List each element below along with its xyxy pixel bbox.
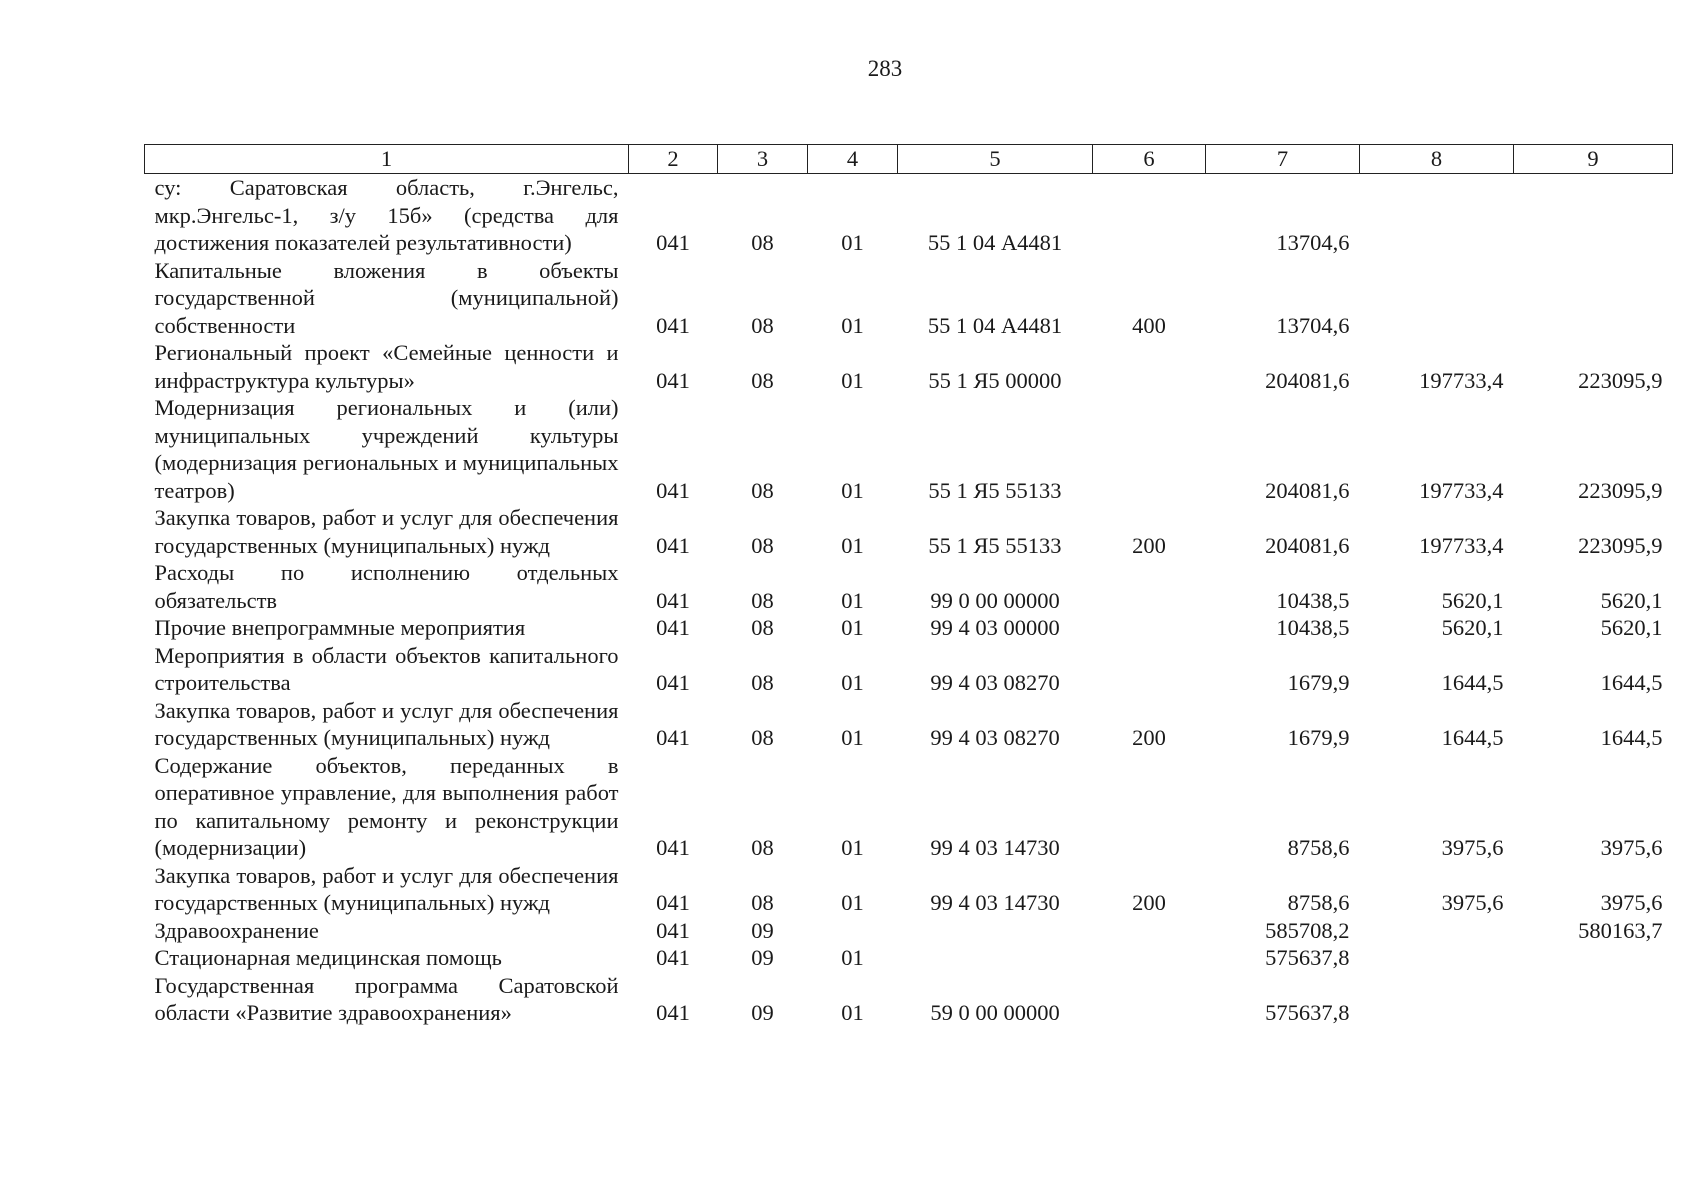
target-article-code: 99 4 03 00000 [930, 615, 1060, 640]
table-row [145, 174, 1673, 257]
section-code: 08 [751, 835, 774, 860]
subsection-code: 01 [841, 532, 864, 558]
target-article-code: 55 1 Я5 55133 [928, 532, 1062, 558]
subsection-code [808, 917, 898, 945]
expense-type-code [1093, 642, 1206, 697]
amount-col8: 5620,1 [1441, 587, 1504, 613]
expense-type-code: 200 [1132, 890, 1166, 915]
target-article-code: 59 0 00 00000 [930, 1000, 1060, 1025]
expense-type-code [1093, 752, 1206, 862]
header-row [145, 145, 1673, 174]
amount-col7: 204081,6 [1265, 367, 1350, 393]
table-row [145, 972, 1673, 1027]
row-name: Модернизация региональных и (или) муниципальных учреждений культуры (модернизация региональных и муниципальных театров) [154, 395, 619, 503]
subsection-code: 01 [841, 670, 864, 695]
section-code: 08 [751, 367, 774, 393]
target-article-code: 99 4 03 08270 [930, 725, 1060, 750]
target-article-code: 99 4 03 14730 [930, 835, 1060, 860]
table-row [145, 257, 1673, 340]
ministry-code: 041 [656, 615, 690, 640]
amount-col9: 223095,9 [1578, 532, 1663, 558]
subsection-code: 01 [841, 477, 864, 503]
expense-type-code [1093, 174, 1206, 257]
amount-col7: 8758,6 [1287, 890, 1350, 915]
row-name: Государственная программа Саратовской области «Развитие здравоохранения» [154, 972, 619, 1025]
amount-col7: 575637,8 [1265, 945, 1350, 970]
ministry-code: 041 [656, 587, 690, 613]
expense-type-code [1093, 972, 1206, 1027]
budget-table [144, 144, 1673, 1027]
amount-col8: 1644,5 [1441, 670, 1504, 695]
header-cell: 1 [145, 145, 629, 174]
amount-col9: 3975,6 [1600, 835, 1663, 860]
expense-type-code [1093, 944, 1206, 972]
expense-type-code [1093, 559, 1206, 614]
amount-col7: 10438,5 [1276, 587, 1350, 613]
table-row [145, 642, 1673, 697]
page-number: 283 [867, 56, 903, 81]
target-article-code [898, 917, 1093, 945]
section-code: 08 [751, 587, 774, 613]
table-row [145, 697, 1673, 752]
target-article-code: 55 1 04 А4481 [927, 230, 1063, 255]
amount-col8 [1360, 944, 1514, 972]
amount-col7: 8758,6 [1287, 835, 1350, 860]
section-code: 09 [751, 1000, 774, 1025]
amount-col8: 1644,5 [1441, 725, 1504, 750]
amount-col9 [1514, 174, 1673, 257]
amount-col9 [1514, 944, 1673, 972]
row-name: Закупка товаров, работ и услуг для обеспечения государственных (муниципальных) нужд [154, 697, 619, 750]
section-code: 08 [751, 312, 774, 338]
amount-col9: 1644,5 [1600, 670, 1663, 695]
table-row [145, 614, 1673, 642]
header-cell: 2 [629, 145, 718, 174]
target-article-code: 55 1 Я5 00000 [928, 367, 1062, 393]
amount-col8: 3975,6 [1441, 835, 1504, 860]
row-name: Закупка товаров, работ и услуг для обеспечения государственных (муниципальных) нужд [154, 505, 619, 558]
ministry-code: 041 [656, 670, 690, 695]
section-code: 08 [751, 477, 774, 503]
subsection-code: 01 [841, 945, 864, 970]
header-cell: 8 [1360, 145, 1514, 174]
ministry-code: 041 [656, 835, 690, 860]
amount-col8: 3975,6 [1441, 890, 1504, 915]
amount-col8: 197733,4 [1419, 477, 1504, 503]
section-code: 09 [751, 917, 774, 943]
expense-type-code [1093, 394, 1206, 504]
expense-type-code [1093, 614, 1206, 642]
row-name: су: Саратовская область, г.Энгельс, мкр.Энгельс-1, з/у 15б» (средства для достижения показателей результативности) [154, 175, 619, 255]
amount-col9: 5620,1 [1600, 615, 1663, 640]
expense-type-code: 400 [1132, 312, 1166, 338]
subsection-code: 01 [841, 890, 864, 915]
amount-col9 [1514, 257, 1673, 340]
table-row [145, 752, 1673, 862]
table-row [145, 944, 1673, 972]
ministry-code: 041 [656, 367, 690, 393]
amount-col7: 585708,2 [1265, 917, 1350, 943]
amount-col7: 204081,6 [1265, 532, 1350, 558]
amount-col9 [1514, 972, 1673, 1027]
target-article-code: 99 4 03 08270 [930, 670, 1060, 695]
row-name: Содержание объектов, переданных в оперативное управление, для выполнения работ по капитальному ремонту и реконструкции (модернизации) [154, 752, 619, 860]
amount-col8: 197733,4 [1419, 367, 1504, 393]
row-name: Стационарная медицинская помощь [154, 945, 502, 970]
subsection-code: 01 [841, 615, 864, 640]
table-row [145, 559, 1673, 614]
amount-col7: 1679,9 [1287, 725, 1350, 750]
amount-col9: 223095,9 [1578, 477, 1663, 503]
ministry-code: 041 [656, 917, 690, 943]
section-code: 08 [751, 670, 774, 695]
amount-col7: 1679,9 [1287, 670, 1350, 695]
header-cell: 6 [1093, 145, 1206, 174]
expense-type-code [1093, 917, 1206, 945]
table-row [145, 339, 1673, 394]
subsection-code: 01 [841, 1000, 864, 1025]
subsection-code: 01 [841, 835, 864, 860]
amount-col7: 13704,6 [1276, 230, 1350, 255]
target-article-code: 55 1 04 А4481 [927, 312, 1063, 338]
ministry-code: 041 [656, 945, 690, 970]
header-cell: 7 [1206, 145, 1360, 174]
row-name: Закупка товаров, работ и услуг для обеспечения государственных (муниципальных) нужд [154, 862, 619, 915]
subsection-code: 01 [841, 367, 864, 393]
target-article-code: 99 0 00 00000 [930, 587, 1060, 613]
row-name: Капитальные вложения в объекты государственной (муниципальной) собственности [154, 257, 619, 338]
section-code: 08 [751, 725, 774, 750]
amount-col8 [1360, 257, 1514, 340]
row-name: Мероприятия в области объектов капитального строительства [154, 642, 619, 695]
amount-col9: 223095,9 [1578, 367, 1663, 393]
section-code: 08 [751, 532, 774, 558]
header-cell: 3 [718, 145, 808, 174]
expense-type-code: 200 [1132, 725, 1166, 750]
ministry-code: 041 [656, 1000, 690, 1025]
ministry-code: 041 [656, 312, 690, 338]
row-name: Расходы по исполнению отдельных обязательств [154, 560, 619, 613]
ministry-code: 041 [656, 477, 690, 503]
subsection-code: 01 [841, 725, 864, 750]
amount-col9: 580163,7 [1578, 917, 1663, 943]
table-row [145, 394, 1673, 504]
table-row [145, 917, 1673, 945]
row-name: Прочие внепрограммные мероприятия [154, 615, 526, 640]
row-name: Здравоохранение [154, 917, 319, 943]
table-row [145, 862, 1673, 917]
expense-type-code [1093, 339, 1206, 394]
amount-col8 [1360, 174, 1514, 257]
subsection-code: 01 [841, 312, 864, 338]
amount-col9: 3975,6 [1600, 890, 1663, 915]
amount-col7: 13704,6 [1276, 312, 1350, 338]
section-code: 08 [751, 615, 774, 640]
amount-col7: 10438,5 [1276, 615, 1350, 640]
amount-col9: 1644,5 [1600, 725, 1663, 750]
subsection-code: 01 [841, 587, 864, 613]
amount-col8 [1360, 972, 1514, 1027]
target-article-code [898, 944, 1093, 972]
target-article-code: 99 4 03 14730 [930, 890, 1060, 915]
ministry-code: 041 [656, 890, 690, 915]
target-article-code: 55 1 Я5 55133 [928, 477, 1062, 503]
section-code: 08 [751, 890, 774, 915]
amount-col8: 197733,4 [1419, 532, 1504, 558]
section-code: 08 [751, 230, 774, 255]
header-cell: 4 [808, 145, 898, 174]
amount-col9: 5620,1 [1600, 587, 1663, 613]
ministry-code: 041 [656, 230, 690, 255]
section-code: 09 [751, 945, 774, 970]
amount-col8: 5620,1 [1441, 615, 1504, 640]
ministry-code: 041 [656, 532, 690, 558]
ministry-code: 041 [656, 725, 690, 750]
row-name: Региональный проект «Семейные ценности и инфраструктура культуры» [154, 340, 619, 393]
amount-col8 [1360, 917, 1514, 945]
header-cell: 9 [1514, 145, 1673, 174]
amount-col7: 204081,6 [1265, 477, 1350, 503]
table-row [145, 504, 1673, 559]
subsection-code: 01 [841, 230, 864, 255]
expense-type-code: 200 [1132, 532, 1166, 558]
header-cell: 5 [898, 145, 1093, 174]
amount-col7: 575637,8 [1265, 1000, 1350, 1025]
